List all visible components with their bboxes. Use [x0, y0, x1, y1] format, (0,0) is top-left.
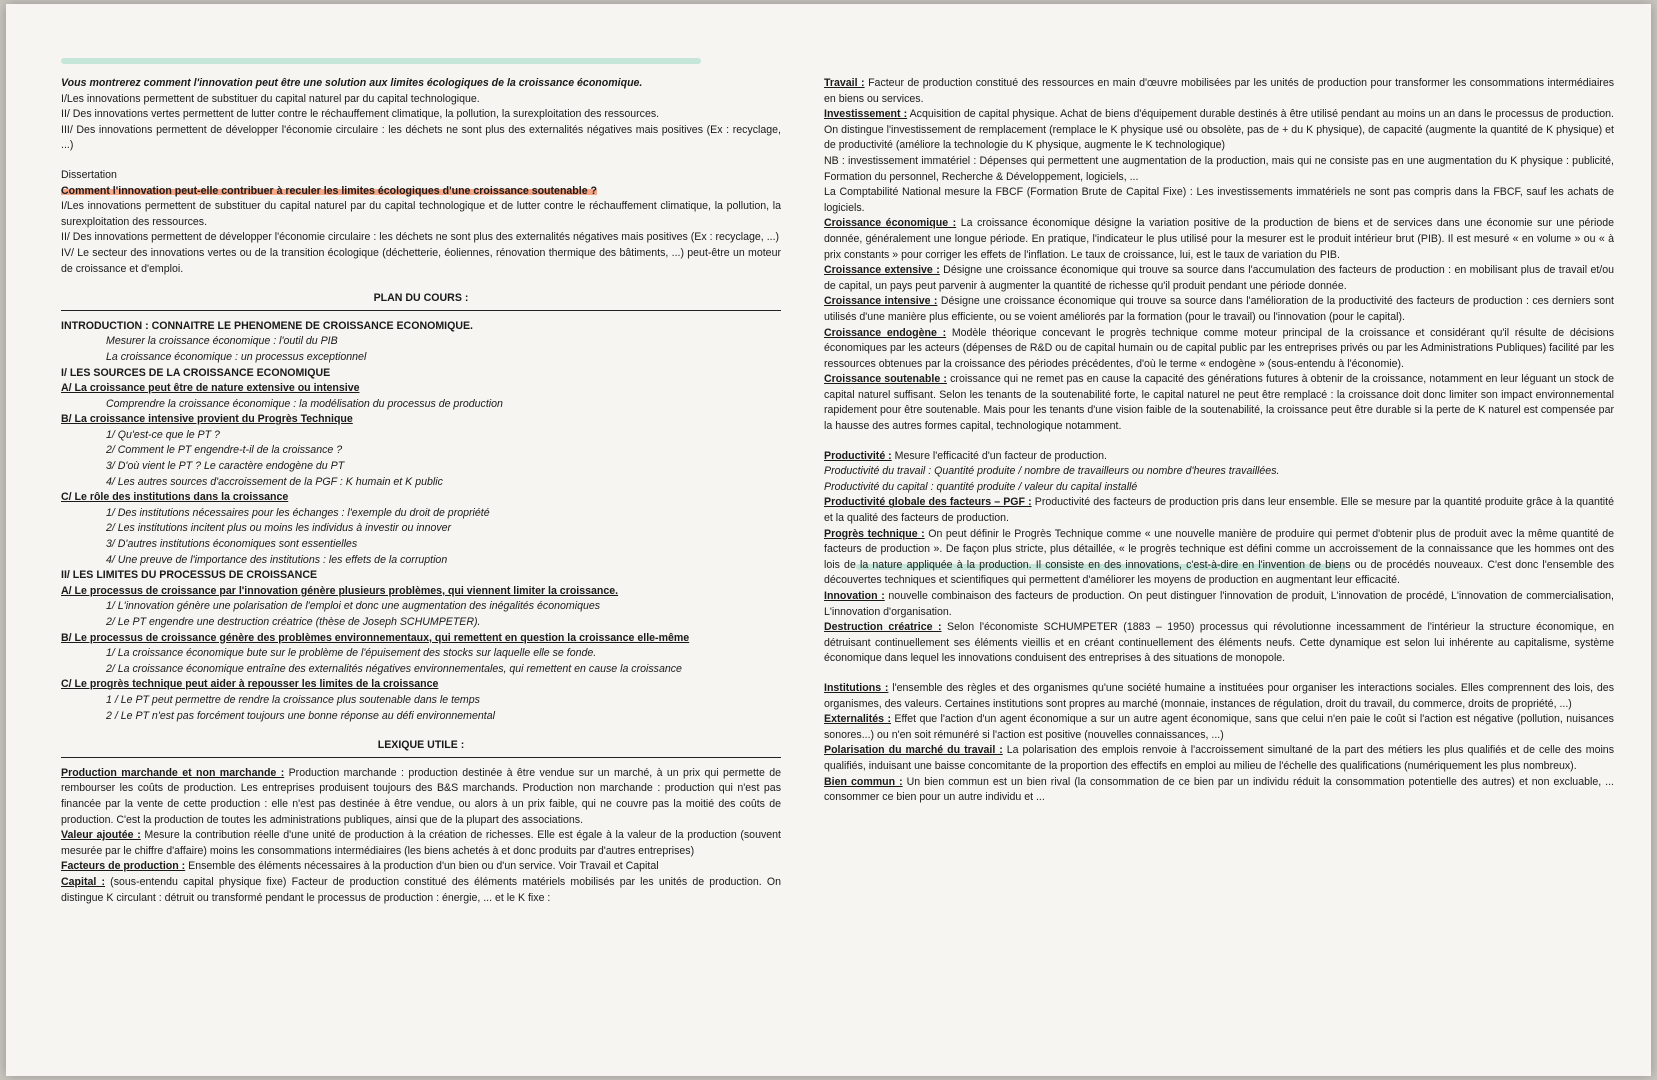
- plan-title: PLAN DU COURS :: [373, 292, 469, 305]
- lexique-entry: Polarisation du marché du travail : La polarisation des emplois renvoie à l'accroissement simultané de la part des métiers les plus qualifiés et de celle des moins qualifiés, induisant une baisse concomitante de la proportion des effectifs en emploi au milieu de l'échelle des qualifications (numériquement les plus nombreux).: [824, 744, 1614, 772]
- plan-item: Comprendre la croissance économique : la modélisation du processus de production: [106, 397, 503, 410]
- right-column: [824, 76, 1614, 1071]
- lexique-note: Productivité du capital : quantité produite / valeur du capital installé: [824, 480, 1138, 493]
- plan-item: 1/ L'innovation génère une polarisation de l'emploi et donc une augmentation des inégalités économiques: [106, 600, 601, 613]
- lexique-entry: Bien commun : Un bien commun est un bien rival (la consommation de ce bien par un individu réduit la consommation potentielle des autres) et non excluable, ... consommer ce bien pour un autre individu et ...: [824, 775, 1614, 804]
- plan-item: 2/ La croissance économique entraîne des externalités négatives environnementales, qui remettent en cause la croissance: [106, 662, 682, 675]
- plan-item: 3/ D'où vient le PT ? Le caractère endogène du PT: [106, 460, 345, 473]
- dissertation-question: Comment l'innovation peut-elle contribuer à reculer les limites écologiques d'une croissance soutenable ?: [61, 184, 598, 197]
- plan-item: 2/ Comment le PT engendre-t-il de la croissance ?: [106, 444, 343, 457]
- lexique-entry: Innovation : nouvelle combinaison des facteurs de production. On peut distinguer l'innovation de produit, L'innovation de procédé, L'innovation de commercialisation, L'innovation d'organisation.: [824, 590, 1614, 618]
- plan-section: B/ Le processus de croissance génère des problèmes environnementaux, qui remettent en question la croissance elle-même: [61, 631, 690, 644]
- plan-item: 1/ La croissance économique bute sur le problème de l'épuisement des stocks sur laquelle elle se fonde.: [106, 647, 597, 660]
- lexique-note: La Comptabilité National mesure la FBCF (Formation Brute de Capital Fixe) : Les investissements immatériels ne sont pas compris dans la FBCF, sauf les achats de logiciels.: [824, 186, 1614, 214]
- lexique-entry: Productivité globale des facteurs – PGF : Productivité des facteurs de production pris dans leur ensemble. Elle se mesure par la quantité produite grâce à la quantité et la qualité des facteurs de production.: [824, 496, 1614, 525]
- plan-item: 2 / Le PT n'est pas forcément toujours une bonne réponse au défi environnemental: [106, 709, 495, 722]
- plan-item: 1/ Des institutions nécessaires pour les échanges : l'exemple du droit de propriété: [106, 506, 490, 519]
- plan-section: C/ Le progrès technique peut aider à repousser les limites de la croissance: [61, 678, 439, 691]
- dissertation-point: IV/ Le secteur des innovations vertes ou de la transition écologique (déchetterie, éoliennes, rénovation thermique des bâtiments, ...) peut-être un moteur de croissance et d'emploi.: [61, 246, 781, 275]
- lexique-title: LEXIQUE UTILE :: [377, 739, 465, 752]
- intro-subject: Vous montrerez comment l'innovation peut être une solution aux limites écologiques de la croissance économique.: [61, 77, 643, 89]
- plan-item: 2/ Les institutions incitent plus ou moins les individus à investir ou innover: [106, 522, 452, 535]
- divider: [61, 310, 781, 311]
- lexique-entry: Croissance intensive : Désigne une croissance économique qui trouve sa source dans l'amélioration de la productivité des facteurs de production : ces derniers sont utilisés d'une manière plus efficiente, ou se voient améliorés par la formation (pour le travail) ou l'innovation (pour le capital).: [824, 295, 1614, 323]
- lexique-entry: Institutions : l'ensemble des règles et des organismes qu'une société humaine a instituées pour organiser les interactions sociales. Elles comprennent des lois, des organismes, des valeurs. Certaines institutions sont propres au marché (monnaie, instances de régulation, droit du travail, du commerce, droits de propriété, ...): [824, 681, 1614, 710]
- intro-point: III/ Des innovations permettent de développer l'économie circulaire : les déchets ne sont plus des externalités négatives mais positives (Ex : recyclage, ...): [61, 123, 781, 152]
- lexique-note: NB : investissement immatériel : Dépenses qui permettent une augmentation de la production, mais qui ne consiste pas en une augmentation du K physique : publicité, Formation du personnel, Recherche & Développement, logiciels, ...: [824, 154, 1614, 183]
- lexique-entry: Productivité : Mesure l'efficacité d'un facteur de production.: [824, 449, 1107, 462]
- lexique-entry: Croissance endogène : Modèle théorique concevant le progrès technique comme moteur principal de la croissance et considérant qu'il résulte de décisions économiques par les acteurs (dépenses de R&D ou de capital humain ou de capital public par les entreprises privés ou par les Administrations Publiques) facilité par les ressources obtenues par la croissance des périodes précédentes, d'où le terme « endogène » (sous-entendu à l'économie).: [824, 326, 1614, 370]
- lexique-entry: Facteurs de production : Ensemble des éléments nécessaires à la production d'un bien ou d'un service. Voir Travail et Capital: [61, 860, 659, 873]
- divider: [61, 757, 781, 758]
- lexique-entry: Destruction créatrice : Selon l'économiste SCHUMPETER (1883 – 1950) processus qui révolutionne incessamment de l'intérieur la structure économique, en détruisant continuellement ses éléments vieillis et en créant continuellement des éléments neufs. Cette dynamique est selon lui inhérente au capitalisme, système économique dans lequel les innovations conduisent des entreprises à des situations de monopole.: [824, 621, 1614, 665]
- dissertation-label: Dissertation: [61, 168, 117, 181]
- lexique-entry: Progrès technique : On peut définir le Progrès Technique comme « une nouvelle manière de produire qui permet d'obtenir plus de produit avec la même quantité de facteurs de production ». De façon plus stricte, plus détaillée, « le progrès technique est défini comme un accroissement de la connaissance que les hommes ont des lois de la nature appliquée à la production. Il consiste en des innovations, c'est-à-dire en l'invention de biens ou de procédés nouveaux. C'est donc l'ensemble des découvertes techniques et scientifiques qui permettent d'améliorer les moyens de production en augmentant leur efficacité.: [824, 527, 1614, 587]
- lexique-entry: Croissance économique : La croissance économique désigne la variation positive de la production de biens et de services dans une économie sur une période donnée, généralement une longue période. En pratique, l'indicateur le plus utilisé pour la mesurer est le produit intérieur brut (PIB). Il est mesuré « en volume » ou « à prix constants » pour corriger les effets de l'inflation. Le taux de croissance, lui, est le taux de variation du PIB.: [824, 217, 1614, 261]
- lexique-entry: Externalités : Effet que l'action d'un agent économique a sur un autre agent économique, sans que celui n'en paie le coût si l'action est négative (pollution, nuisances sonores...) ou n'en soit rémunéré si l'action est positive (nouvelles connaissances, ...): [824, 713, 1614, 741]
- lexique-entry: Investissement : Acquisition de capital physique. Achat de biens d'équipement durable destinés à être utilisé pendant au moins un an dans le processus de production. On distingue l'investissement de remplacement (remplace le K physique usé ou obsolète, pas de + du K physique), de capacité (augmente la quantité de K physique) et de productivité (améliore la technologie du K physique, augmente le K technologique): [824, 108, 1614, 152]
- plan-item: 2/ Le PT engendre une destruction créatrice (thèse de Joseph SCHUMPETER).: [106, 616, 481, 628]
- plan-section: B/ La croissance intensive provient du Progrès Technique: [61, 413, 353, 426]
- plan-item: 1/ Qu'est-ce que le PT ?: [106, 428, 220, 441]
- highlight-mark: [61, 58, 701, 64]
- plan-item: 3/ D'autres institutions économiques sont essentielles: [106, 538, 358, 551]
- plan-item: 1 / Le PT peut permettre de rendre la croissance plus soutenable dans le temps: [106, 693, 480, 706]
- intro-point: II/ Des innovations vertes permettent de lutter contre le réchauffement climatique, la pollution, la surexploitation des ressources.: [61, 108, 660, 121]
- plan-item: La croissance économique : un processus exceptionnel: [106, 350, 367, 363]
- intro-point: I/Les innovations permettent de substituer du capital naturel par du capital technologique.: [61, 92, 480, 105]
- dissertation-point: II/ Des innovations permettent de développer l'économie circulaire : les déchets ne sont plus des externalités négatives mais positives (Ex : recyclage, ...): [61, 231, 780, 244]
- plan-item: 4/ Les autres sources d'accroissement de la PGF : K humain et K public: [106, 475, 443, 488]
- lexique-note: Productivité du travail : Quantité produite / nombre de travailleurs ou nombre d'heures travaillées.: [824, 465, 1280, 478]
- plan-part: II/ LES LIMITES DU PROCESSUS DE CROISSANCE: [61, 569, 318, 582]
- plan-part: I/ LES SOURCES DE LA CROISSANCE ECONOMIQUE: [61, 366, 331, 379]
- plan-item: 4/ Une preuve de l'importance des institutions : les effets de la corruption: [106, 553, 448, 566]
- lexique-entry: Croissance extensive : Désigne une croissance économique qui trouve sa source dans l'accumulation des facteurs de production : en mobilisant plus de travail et/ou de capital, un pays peut parvenir à augmenter la quantité de richesse qu'il produit pendant une période donnée.: [824, 264, 1614, 292]
- dissertation-point: I/Les innovations permettent de substituer du capital naturel par du capital technologique et de lutter contre le réchauffement climatique, la pollution, la surexploitation des ressources.: [61, 200, 781, 228]
- plan-section: C/ Le rôle des institutions dans la croissance: [61, 491, 289, 504]
- left-column: [61, 76, 781, 1071]
- document-page: [6, 4, 1651, 1076]
- lexique-entry: Valeur ajoutée : Mesure la contribution réelle d'une unité de production à la création de richesses. Elle est égale à la valeur de la production (souvent mesurée par le chiffre d'affaire) moins les consommations intermédiaires (les biens achetés à et donc produits par d'autres entreprises): [61, 829, 781, 857]
- lexique-entry: Croissance soutenable : croissance qui ne remet pas en cause la capacité des générations futures à obtenir de la croissance, notamment en leur léguant un stock de capital naturel suffisant. Selon les tenants de la soutenabilité forte, le capital naturel ne peut être remplacé : la croissance doit donc limiter son impact environnemental rapidement pour être soutenable. Mais pour les tenants d'une vision faible de la soutenabilité, la croissance peut être durable si la perte de K naturel est compensée par la hausse des autres formes capital, technologique notamment.: [824, 373, 1614, 433]
- plan-section: A/ La croissance peut être de nature extensive ou intensive: [61, 382, 360, 395]
- lexique-entry: Production marchande et non marchande : Production marchande : production destinée à être vendue sur un marché, à un prix qui permette de rembourser les coûts de production. Les entreprises produisent toujours des B&S marchands. Production non marchande : production qui n'est pas financée par la vente de cette production : elle n'est pas destinée à être vendue, ou alors à un prix faible, qui ne couvre pas la moitié des coûts de production. C'est la production de toutes les administrations publiques, ainsi que de la plupart des associations.: [61, 766, 781, 826]
- plan-item: Mesurer la croissance économique : l'outil du PIB: [106, 335, 338, 348]
- plan-intro: INTRODUCTION : CONNAITRE LE PHENOMENE DE CROISSANCE ECONOMIQUE.: [61, 319, 473, 332]
- plan-section: A/ Le processus de croissance par l'innovation génère plusieurs problèmes, qui viennent limiter la croissance.: [61, 584, 619, 597]
- lexique-entry: Capital : (sous-entendu capital physique fixe) Facteur de production constitué des éléments matériels mobilisés par les unités de production. On distingue K circulant : détruit ou transformé pendant le processus de production : énergie, ... et le K fixe :: [61, 875, 781, 904]
- lexique-entry: Travail : Facteur de production constitué des ressources en main d'œuvre mobilisées par les unités de production pour transformer les consommations intermédiaires en biens ou services.: [824, 77, 1614, 105]
